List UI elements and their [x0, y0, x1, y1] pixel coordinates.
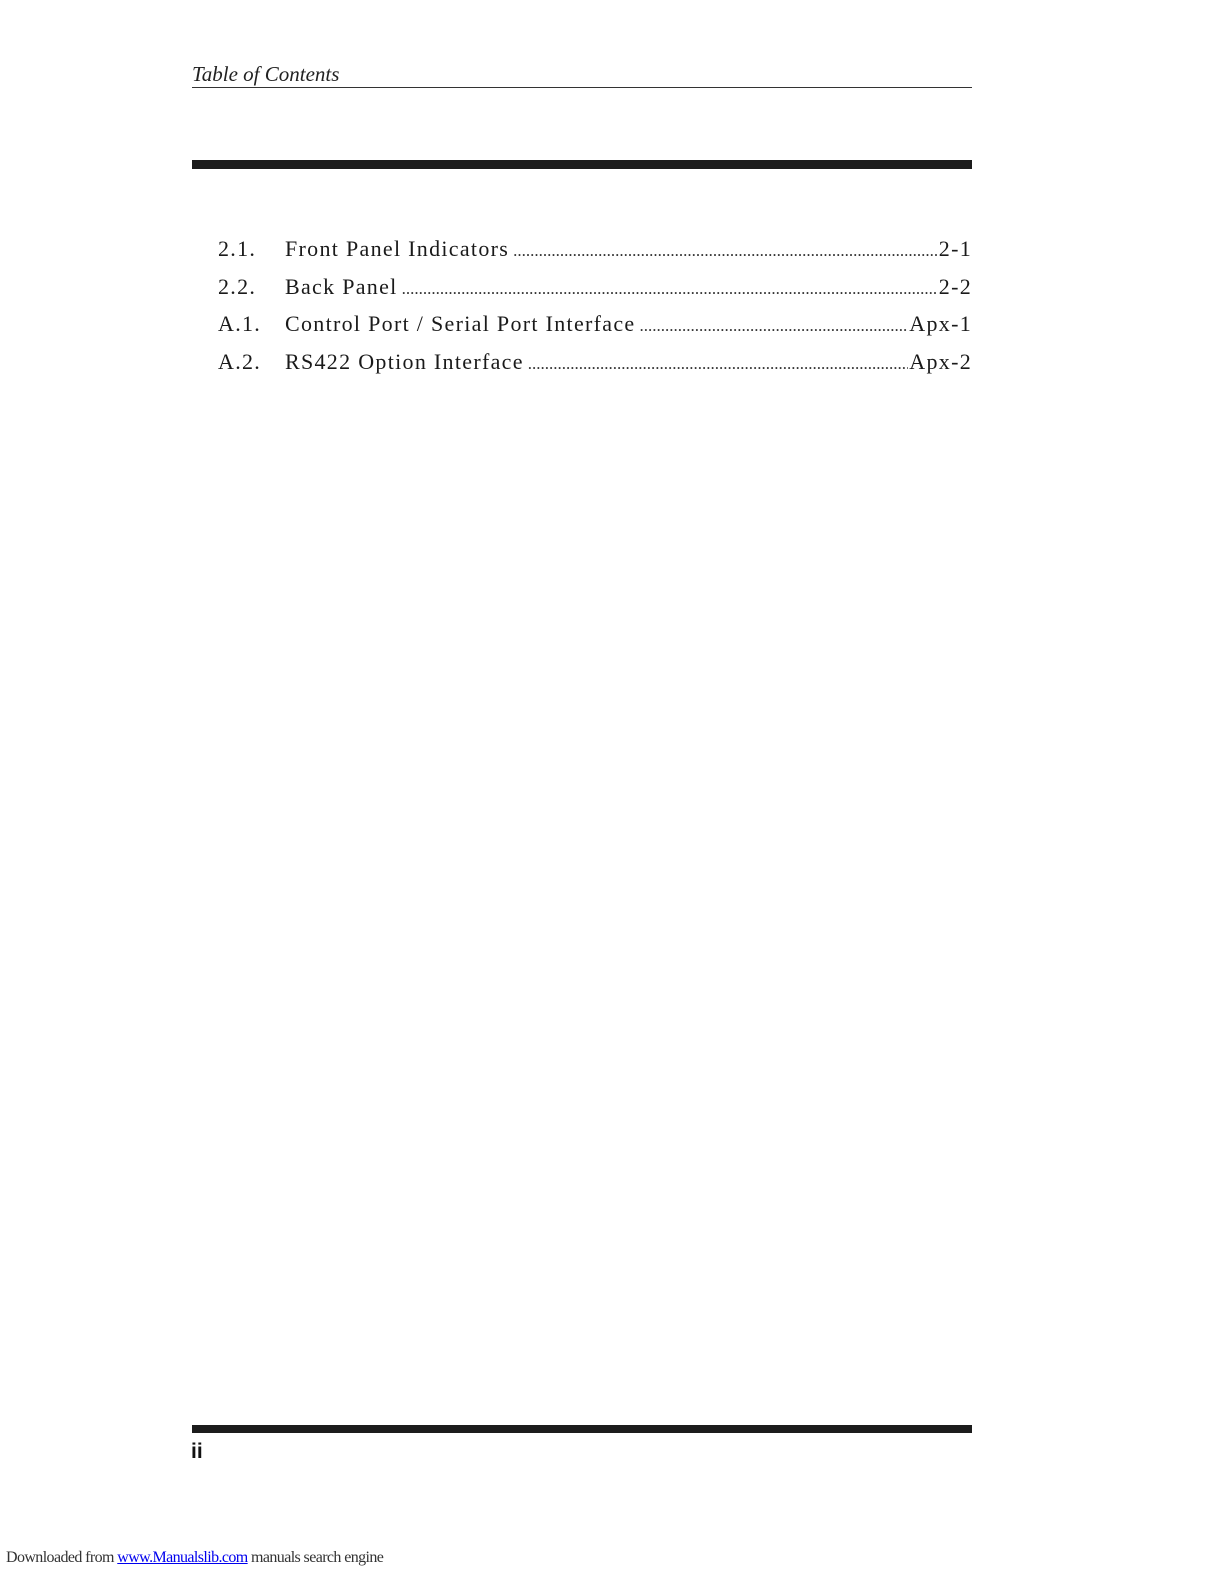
toc-dot-leader — [513, 241, 938, 261]
toc-entry-title: Back Panel — [285, 273, 398, 299]
header-rule — [192, 87, 972, 88]
download-footer — [6, 1549, 383, 1567]
footer-prefix: Downloaded from — [6, 1549, 118, 1566]
toc-entry-page: Apx-2 — [909, 348, 972, 374]
toc-entry[interactable] — [218, 349, 972, 387]
toc-entry[interactable] — [218, 236, 972, 274]
manualslib-link[interactable]: www.Manualslib.com — [117, 1549, 248, 1566]
toc-entry-page: 2-2 — [938, 273, 972, 299]
toc-entry-page: Apx-1 — [909, 311, 972, 336]
page-header-title: Table of Contents — [192, 62, 340, 86]
toc-entry-number: 2.2. — [218, 273, 257, 299]
toc-entry[interactable] — [218, 311, 972, 349]
toc-entry-number: 2.1. — [218, 236, 257, 261]
toc-entry-number: A.2. — [218, 348, 262, 374]
toc-entry-title: Control Port / Serial Port Interface — [285, 311, 636, 336]
toc-entry[interactable] — [218, 274, 972, 312]
bottom-thick-rule — [192, 1425, 972, 1433]
toc-entry-number: A.1. — [218, 311, 262, 336]
toc-dot-leader — [402, 279, 938, 299]
toc-dot-leader — [639, 316, 908, 336]
page-number: ii — [191, 1440, 203, 1463]
toc-entry-title: Front Panel Indicators — [285, 236, 510, 261]
toc-list — [218, 236, 972, 386]
footer-suffix: manuals search engine — [247, 1549, 384, 1566]
toc-entry-title: RS422 Option Interface — [285, 348, 524, 374]
toc-dot-leader — [528, 354, 909, 374]
top-thick-rule — [192, 160, 972, 169]
toc-entry-page: 2-1 — [938, 236, 972, 261]
